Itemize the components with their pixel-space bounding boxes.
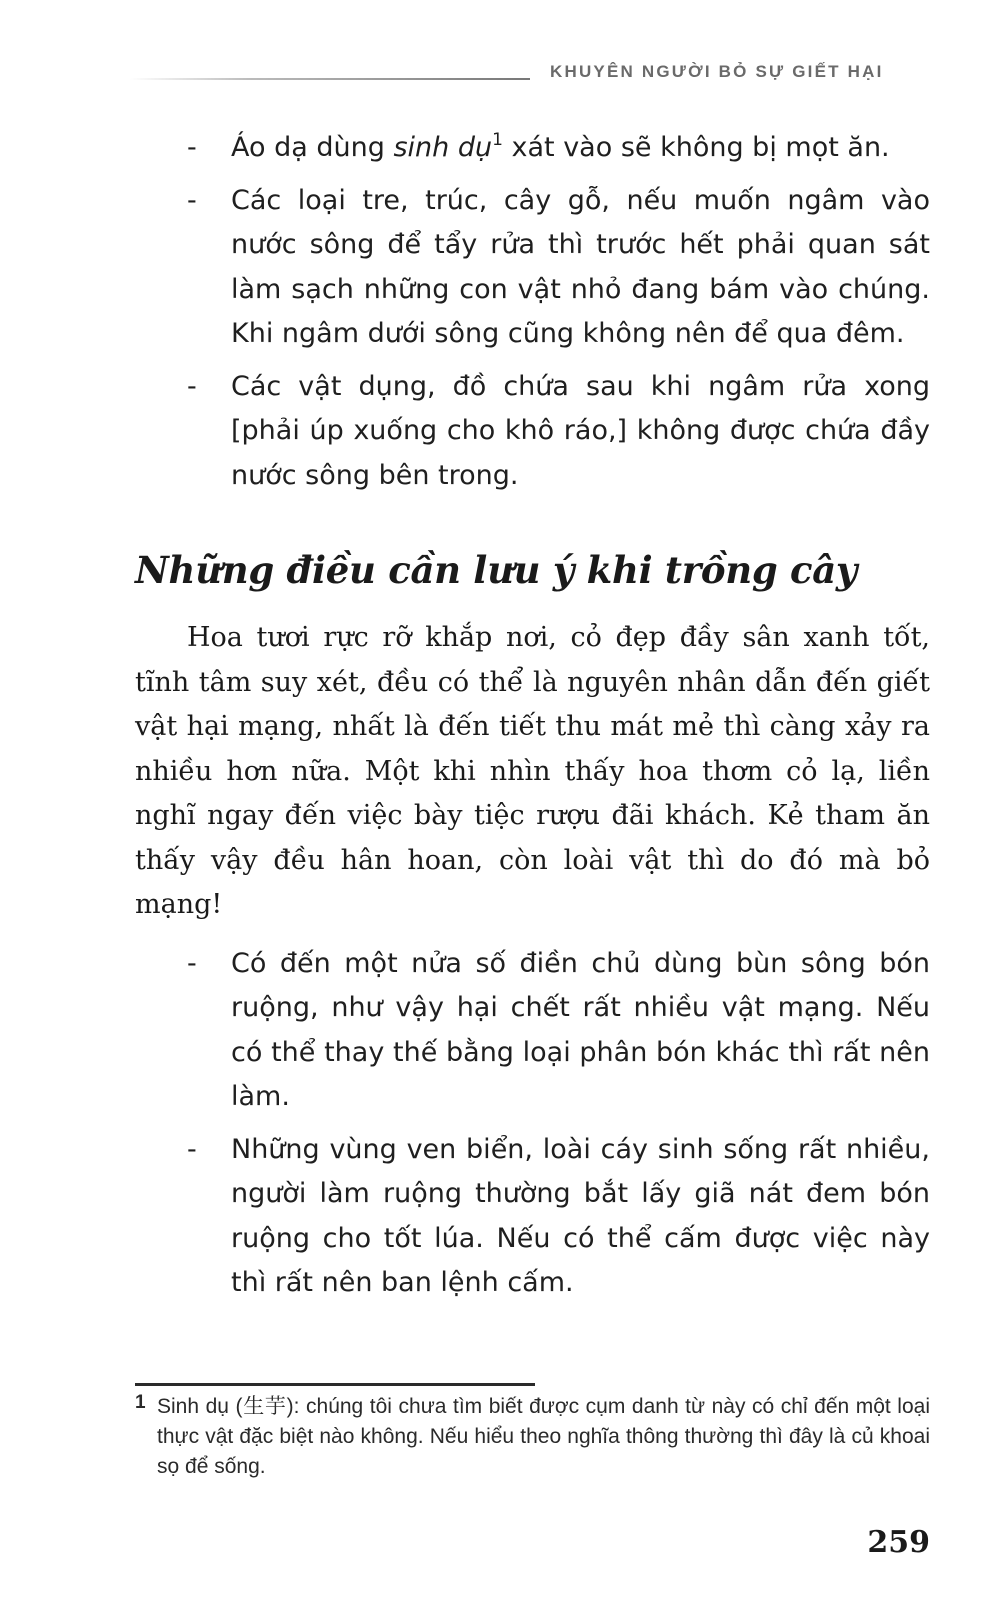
bullet-dash: -	[187, 1133, 197, 1165]
list-item-text: Áo dạ dùng	[231, 132, 394, 163]
footnote	[135, 1392, 930, 1482]
header-rule	[130, 78, 530, 80]
page-number: 259	[867, 1525, 930, 1560]
bullet-dash: -	[187, 370, 197, 402]
list-item-text: Có đến một nửa số điền chủ dùng bùn sông bón ruộng, như vậy hại chết rất nhiều vật mạng. Nếu có thể thay thế bằng loại phân bón khác thì rất nên làm.	[231, 947, 930, 1112]
list-item	[135, 1128, 930, 1306]
list-item	[135, 365, 930, 499]
bullet-dash: -	[187, 947, 197, 979]
footnote-text: Sinh dụ (生芋): chúng tôi chưa tìm biết được cụm danh từ này có chỉ đến một loại thực vật đặc biệt nào không. Nếu hiểu theo nghĩa thông thường thì đây là củ khoai sọ để sống.	[157, 1395, 930, 1478]
bullet-dash: -	[187, 132, 197, 163]
footnote-ref[interactable]: 1	[492, 130, 503, 150]
footnote-marker: 1	[135, 1392, 146, 1413]
bullet-dash: -	[187, 184, 197, 216]
running-head: KHUYÊN NGƯỜI BỎ SỰ GIẾT HẠI	[550, 62, 884, 81]
bullet-list-2	[135, 942, 930, 1306]
italic-term: sinh dụ	[393, 132, 493, 163]
body-paragraph: Hoa tươi rực rỡ khắp nơi, cỏ đẹp đầy sân xanh tốt, tĩnh tâm suy xét, đều có thể là nguyên nhân dẫn đến giết vật hại mạng, nhất là đến tiết thu mát mẻ thì càng xảy ra nhiều hơn nữa. Một khi nhìn thấy hoa thơm cỏ lạ, liền nghĩ ngay đến việc bày tiệc rượu đãi khách. Kẻ tham ăn thấy vậy đều hân hoan, còn loài vật thì do đó mà bỏ mạng!	[135, 622, 930, 920]
bullet-list-1	[135, 126, 930, 498]
list-item	[135, 942, 930, 1120]
page-body	[135, 126, 930, 1314]
list-item-text: xát vào sẽ không bị mọt ăn.	[502, 132, 890, 163]
section-heading: Những điều cần lưu ý khi trồng cây	[135, 548, 858, 592]
list-item	[135, 179, 930, 357]
list-item-text: Những vùng ven biển, loài cáy sinh sống rất nhiều, người làm ruộng thường bắt lấy giã nát đem bón ruộng cho tốt lúa. Nếu có thể cấm được việc này thì rất nên ban lệnh cấm.	[231, 1133, 930, 1298]
list-item-text: Các loại tre, trúc, cây gỗ, nếu muốn ngâm vào nước sông để tẩy rửa thì trước hết phải quan sát làm sạch những con vật nhỏ đang bám vào chúng. Khi ngâm dưới sông cũng không nên để qua đêm.	[231, 184, 930, 349]
list-item-text: Các vật dụng, đồ chứa sau khi ngâm rửa xong [phải úp xuống cho khô ráo,] không được chứa đầy nước sông bên trong.	[231, 370, 930, 491]
list-item	[135, 126, 930, 171]
footnote-rule	[135, 1383, 535, 1386]
